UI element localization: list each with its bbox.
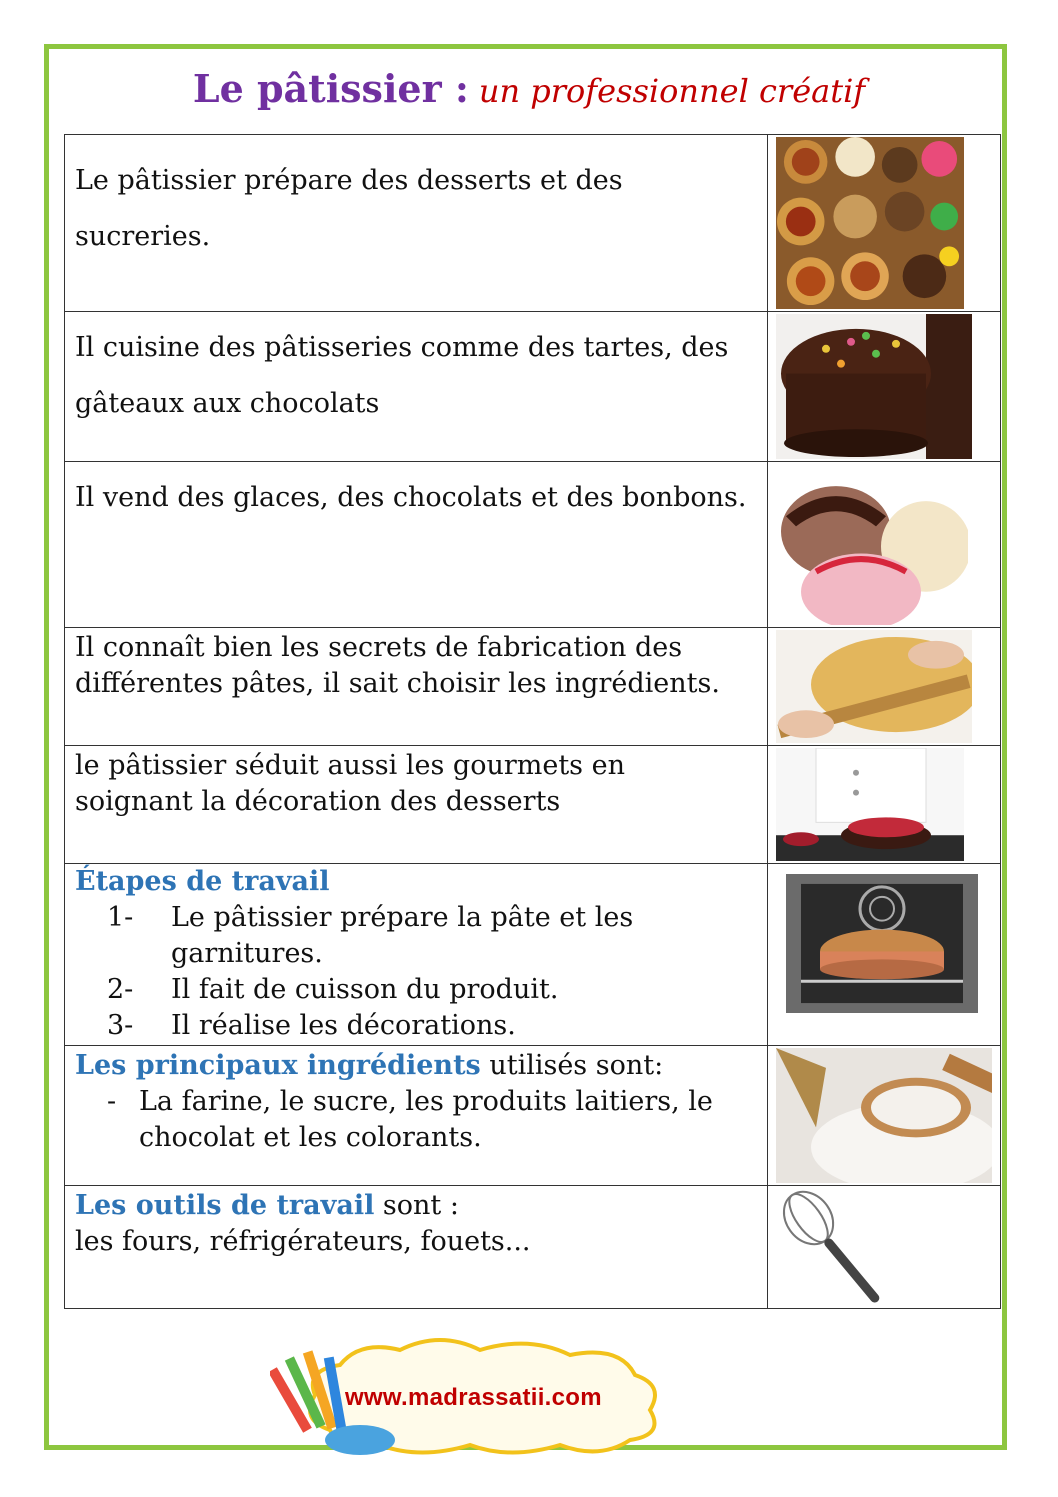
- tools-heading: Les outils de travail: [75, 1190, 375, 1221]
- footer-url: www.madrassatii.com: [345, 1384, 602, 1411]
- table-row: [65, 462, 1001, 628]
- step-text: Il fait de cuisson du produit.: [171, 974, 559, 1005]
- row-line: soignant la décoration des desserts: [75, 786, 561, 817]
- list-item: [107, 1008, 759, 1044]
- list-item: [107, 900, 759, 972]
- table-row: [65, 1186, 1001, 1309]
- row-line: différentes pâtes, il sait choisir les ingrédients.: [75, 668, 720, 699]
- table-row: [65, 628, 1001, 746]
- table-row: [65, 135, 1001, 312]
- step-number: 1-: [107, 902, 134, 933]
- table-row: [65, 864, 1001, 1046]
- step-text: Il réalise les décorations.: [171, 1010, 516, 1041]
- ingredients-rest: utilisés sont:: [480, 1050, 664, 1081]
- candies-image: [768, 135, 1001, 312]
- table-row: [65, 746, 1001, 864]
- page-title: [0, 66, 1058, 111]
- row-text-patisseries: Il cuisine des pâtisseries comme des tartes, des gâteaux aux chocolats: [65, 312, 768, 462]
- row-text-secrets: [65, 628, 768, 746]
- steps-list: [75, 900, 759, 1044]
- steps-cell: [65, 864, 768, 1046]
- chocolate-cake-image: [768, 312, 1001, 462]
- ingredients-heading: Les principaux ingrédients: [75, 1050, 481, 1081]
- flour-scoop-image: [768, 1046, 1001, 1186]
- title-main: Le pâtissier :: [192, 66, 469, 111]
- list-item: [107, 972, 759, 1008]
- ice-cream-image: [768, 462, 1001, 628]
- row-line: le pâtissier séduit aussi les gourmets en: [75, 750, 625, 781]
- chef-decorating-image: [768, 746, 1001, 864]
- bullet: -: [107, 1086, 117, 1117]
- table-row: [65, 1046, 1001, 1186]
- step-number: 3-: [107, 1010, 134, 1041]
- step-text: Le pâtissier prépare la pâte et les garnitures.: [171, 902, 634, 969]
- steps-heading: Étapes de travail: [75, 866, 330, 897]
- table-row: [65, 312, 1001, 462]
- tools-cell: [65, 1186, 768, 1309]
- row-line: Il connaît bien les secrets de fabrication des: [75, 632, 683, 663]
- tools-rest: sont :: [374, 1190, 459, 1221]
- title-subtitle: un professionnel créatif: [478, 72, 866, 110]
- ingredients-line: La farine, le sucre, les produits laitiers, le: [139, 1086, 713, 1117]
- ingredients-line: chocolat et les colorants.: [139, 1122, 482, 1153]
- row-text-gourmets: [65, 746, 768, 864]
- rolling-pin-dough-image: [768, 628, 1001, 746]
- step-number: 2-: [107, 974, 134, 1005]
- whisk-image: [768, 1186, 1001, 1309]
- ingredients-cell: [65, 1046, 768, 1186]
- tools-line: les fours, réfrigérateurs, fouets...: [75, 1226, 531, 1257]
- row-text-desserts: Le pâtissier prépare des desserts et des sucreries.: [65, 135, 768, 312]
- oven-cake-image: [768, 864, 1001, 1046]
- row-text-glaces: Il vend des glaces, des chocolats et des bonbons.: [65, 462, 768, 628]
- content-table: [64, 134, 1001, 1309]
